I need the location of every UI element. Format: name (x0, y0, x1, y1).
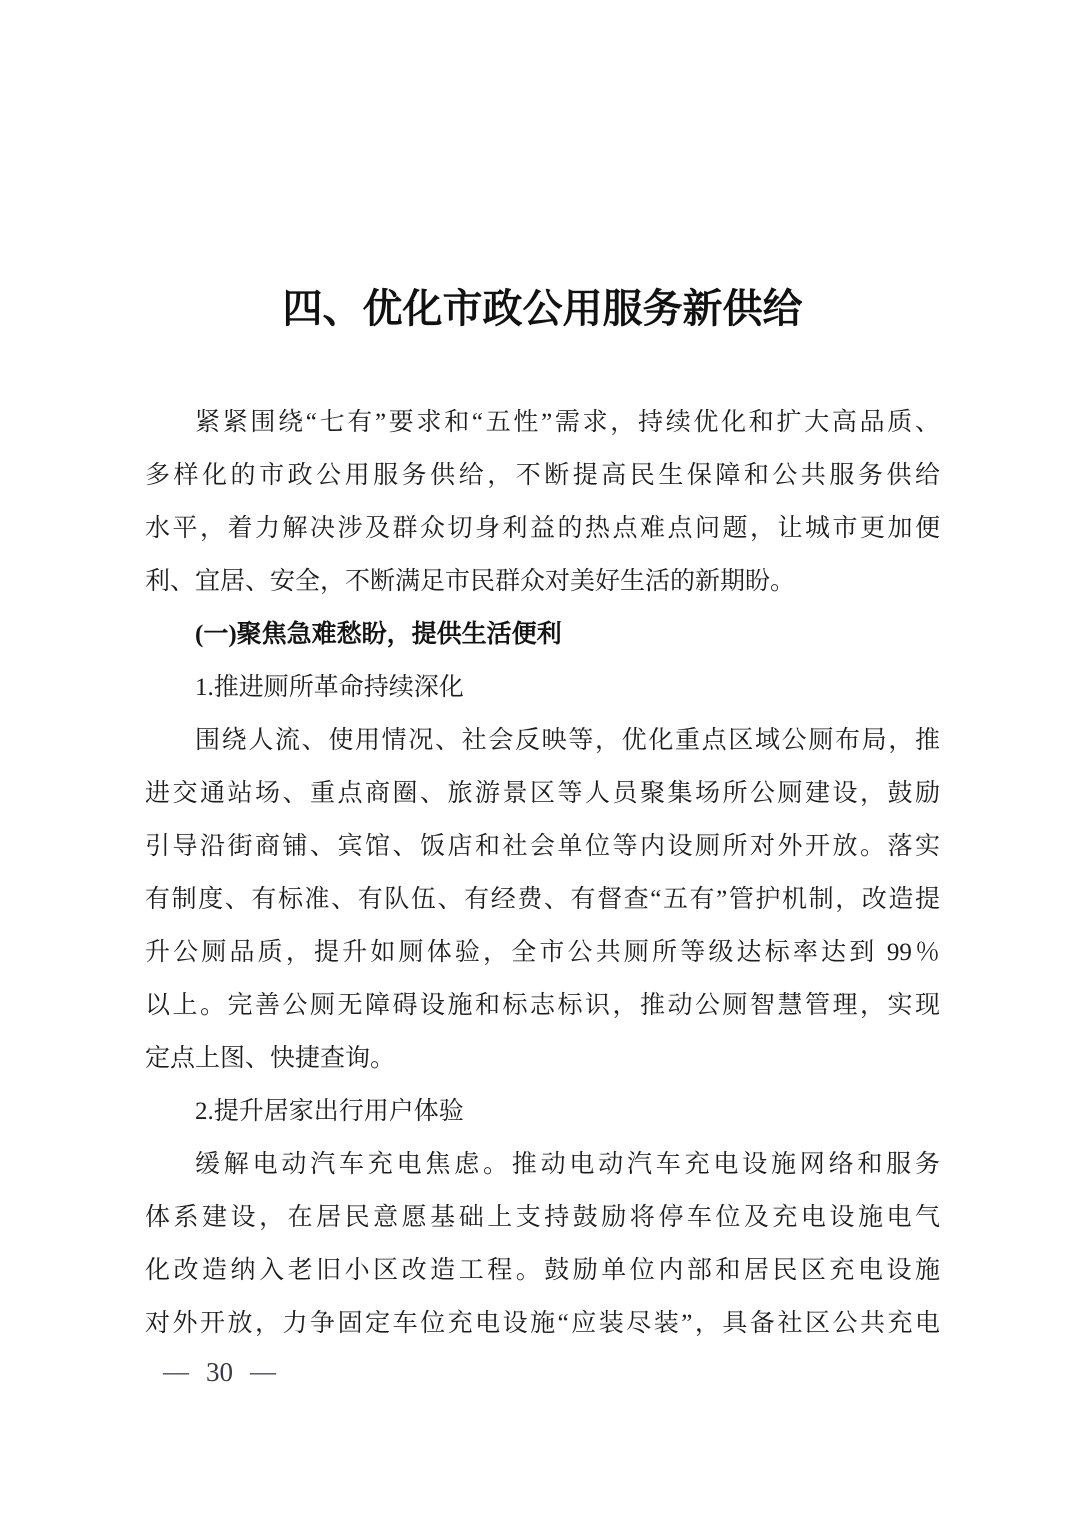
page-footer (163, 1354, 276, 1390)
page-number: 30 (206, 1357, 233, 1387)
text-line: 多样化的市政公用服务供给，不断提高民生保障和公共服务供给 (145, 462, 940, 489)
document-body (145, 396, 940, 1350)
text-line: 围绕人流、使用情况、社会反映等，优化重点区域公厕布局，推 (195, 727, 940, 754)
text-line: 进交通站场、重点商圈、旅游景区等人员聚集场所公厕建设，鼓励 (145, 780, 940, 807)
text-line: 化改造纳入老旧小区改造工程。鼓励单位内部和居民区充电设施 (145, 1257, 940, 1284)
section-heading: (一)聚焦急难愁盼，提供生活便利 (195, 621, 562, 648)
text-line: 有制度、有标准、有队伍、有经费、有督查“五有”管护机制，改造提 (145, 886, 940, 913)
document-content (0, 284, 1080, 1350)
text-line: 水平，着力解决涉及群众切身利益的热点难点问题，让城市更加便 (145, 515, 940, 542)
text-line: 利、宜居、安全，不断满足市民群众对美好生活的新期盼。 (145, 568, 796, 595)
text-line: 升公厕品质，提升如厕体验，全市公共厕所等级达标率达到 99％ (145, 939, 940, 966)
numbered-heading: 2.提升居家出行用户体验 (195, 1098, 464, 1125)
text-line: 引导沿街商铺、宾馆、饭店和社会单位等内设厕所对外开放。落实 (145, 833, 940, 860)
text-line: 定点上图、快捷查询。 (145, 1045, 396, 1072)
text-line: 缓解电动汽车充电焦虑。推动电动汽车充电设施网络和服务 (195, 1151, 940, 1178)
footer-dash-right: — (250, 1357, 276, 1386)
text-line: 紧紧围绕“七有”要求和“五性”需求，持续优化和扩大高品质、 (195, 409, 940, 436)
numbered-heading: 1.推进厕所革命持续深化 (195, 674, 464, 701)
page-title: 四、优化市政公用服务新供给 (282, 286, 803, 331)
footer-dash-left: — (163, 1357, 189, 1386)
text-line: 对外开放，力争固定车位充电设施“应装尽装”，具备社区公共充电 (145, 1310, 940, 1337)
text-line: 以上。完善公厕无障碍设施和标志标识，推动公厕智慧管理，实现 (145, 992, 940, 1019)
text-line: 体系建设，在居民意愿基础上支持鼓励将停车位及充电设施电气 (145, 1204, 940, 1231)
